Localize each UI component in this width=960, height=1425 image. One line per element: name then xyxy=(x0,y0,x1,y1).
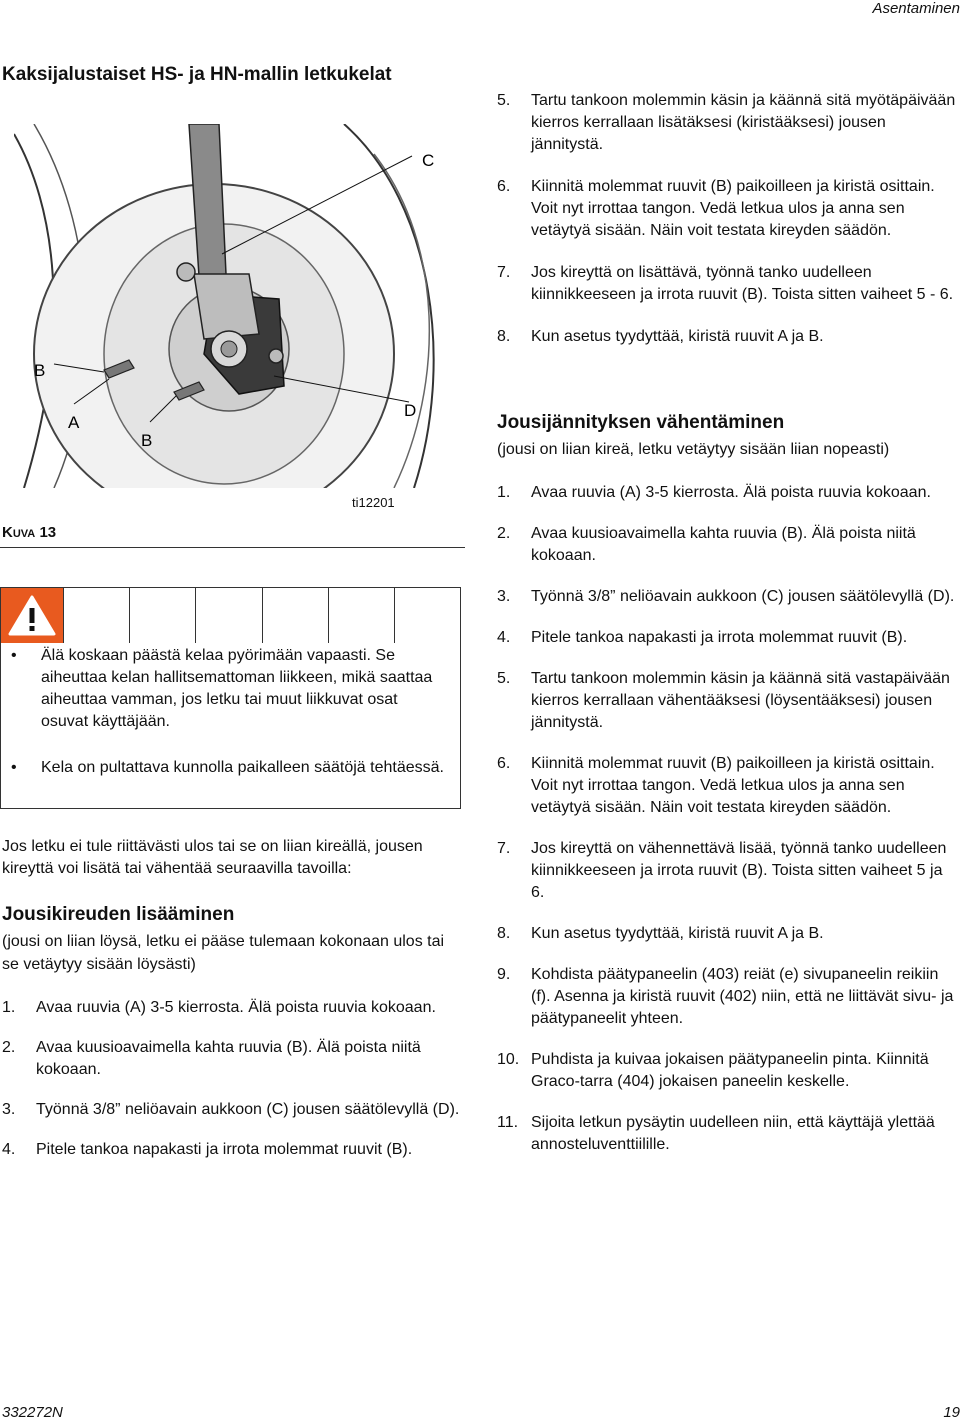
step: 3. Työnnä 3/8” neliöavain aukkoon (C) jousen säätölevyllä (D). xyxy=(2,1101,460,1118)
step: 7. Jos kireyttä on vähennettävä lisää, työnnä tanko uudelleen kiinnikkeeseen ja irrota ruuvit (B). Toista sitten vaiheet 5 ja 6. xyxy=(497,840,947,901)
label-c: C xyxy=(422,151,435,170)
reel-figure xyxy=(14,124,466,488)
decrease-subtitle: (jousi on liian kireä, letku vetäytyy sisään liian nopeasti) xyxy=(497,441,890,458)
document-number: 332272N xyxy=(2,1404,63,1421)
step: 3. Työnnä 3/8” neliöavain aukkoon (C) jousen säätölevyllä (D). xyxy=(497,588,955,605)
step: 2. Avaa kuusioavaimella kahta ruuvia (B). Älä poista niitä kokoaan. xyxy=(497,525,916,564)
step: 6. Kiinnitä molemmat ruuvit (B) paikoilleen ja kiristä osittain. Voit nyt irrottaa tangon. Vedä letkua ulos ja anna sen vetäytyä sisään. Näin voit testata kireyden säädön. xyxy=(497,178,935,239)
label-a: A xyxy=(68,413,80,432)
step: 4. Pitele tankoa napakasti ja irrota molemmat ruuvit (B). xyxy=(497,629,908,646)
label-b1: B xyxy=(34,361,46,380)
label-b2: B xyxy=(141,431,153,450)
decrease-steps xyxy=(497,482,957,1156)
warning-symbol-cells xyxy=(63,588,460,643)
step: 2. Avaa kuusioavaimella kahta ruuvia (B). Älä poista niitä kokoaan. xyxy=(2,1039,421,1078)
step: 9. Kohdista päätypaneelin (403) reiät (e) sivupaneelin reikiin (f). Asenna ja kiristä ruuvit (402) niin, että ne liittävät sivu- ja päätypaneelit yhteen. xyxy=(497,966,954,1027)
increase-steps-continued xyxy=(497,90,957,348)
step: 5. Tartu tankoon molemmin käsin ja käännä sitä vastapäivään kierros kerrallaan vähentääksesi (löysentääksesi) jousen jännitystä. xyxy=(497,670,950,731)
step: 6. Kiinnitä molemmat ruuvit (B) paikoilleen ja kiristä osittain. Voit nyt irrottaa tangon. Vedä letkua ulos ja anna sen vetäytyä sisään. Näin voit testata kireyden säädön. xyxy=(497,755,935,816)
caption-rest: UVA xyxy=(12,528,36,540)
decrease-heading: Jousijännityksen vähentäminen xyxy=(497,412,785,433)
step: 4. Pitele tankoa napakasti ja irrota molemmat ruuvit (B). xyxy=(2,1141,413,1158)
step: 7. Jos kireyttä on lisättävä, työnnä tanko uudelleen kiinnikkeeseen ja irrota ruuvit (B). Toista sitten vaiheet 5 - 6. xyxy=(497,264,954,303)
step: 1. Avaa ruuvia (A) 3-5 kierrosta. Älä poista ruuvia kokoaan. xyxy=(2,999,436,1016)
increase-steps xyxy=(2,997,462,1161)
step: 8. Kun asetus tyydyttää, kiristä ruuvit A ja B. xyxy=(497,925,824,942)
step: 5. Tartu tankoon molemmin käsin ja käännä sitä myötäpäivään kierros kerrallaan lisätäksesi (kiristääksesi) jousen jännitystä. xyxy=(497,92,956,153)
caption-prefix: K xyxy=(2,524,13,541)
label-d: D xyxy=(404,401,417,420)
warning-item: • Kela on pultattava kunnolla paikalleen säätöjä tehtäessä. xyxy=(9,757,449,779)
figure-caption xyxy=(2,524,56,541)
intro-paragraph: Jos letku ei tule riittävästi ulos tai se on liian kireällä, jousen kireyttä voi lisätä tai vähentää seuraavilla tavoilla: xyxy=(2,838,423,877)
increase-subtitle: (jousi on liian löysä, letku ei pääse tulemaan kokonaan ulos tai se vetäytyy sisään löysästi) xyxy=(2,933,445,973)
step: 1. Avaa ruuvia (A) 3-5 kierrosta. Älä poista ruuvia kokoaan. xyxy=(497,484,931,501)
warning-icon xyxy=(1,588,63,643)
figure-code: ti12201 xyxy=(352,495,395,510)
warning-box xyxy=(0,587,461,809)
running-header: Asentaminen xyxy=(872,0,960,17)
warning-list xyxy=(9,645,449,803)
page-title: Kaksijalustaiset HS- ja HN-mallin letkukelat xyxy=(2,64,392,85)
step: 8. Kun asetus tyydyttää, kiristä ruuvit A ja B. xyxy=(497,328,824,345)
page-number: 19 xyxy=(943,1404,960,1421)
step: 10. Puhdista ja kuivaa jokaisen päätypaneelin pinta. Kiinnitä Graco-tarra (404) jokaisen paneelin keskelle. xyxy=(497,1051,929,1090)
warning-item: • Älä koskaan päästä kelaa pyörimään vapaasti. Se aiheuttaa kelan hallitsemattoman liikkeen, mikä saattaa aiheuttaa vamman, jos letku tai muut liikkuvat osat osuvat käyttäjään. xyxy=(9,645,449,733)
caption-divider xyxy=(0,547,465,548)
step: 11. Sijoita letkun pysäytin uudelleen niin, että käyttäjä ylettää annosteluventtiilille. xyxy=(497,1114,935,1153)
caption-number: 13 xyxy=(39,524,57,541)
increase-heading: Jousikireuden lisääminen xyxy=(2,904,235,925)
